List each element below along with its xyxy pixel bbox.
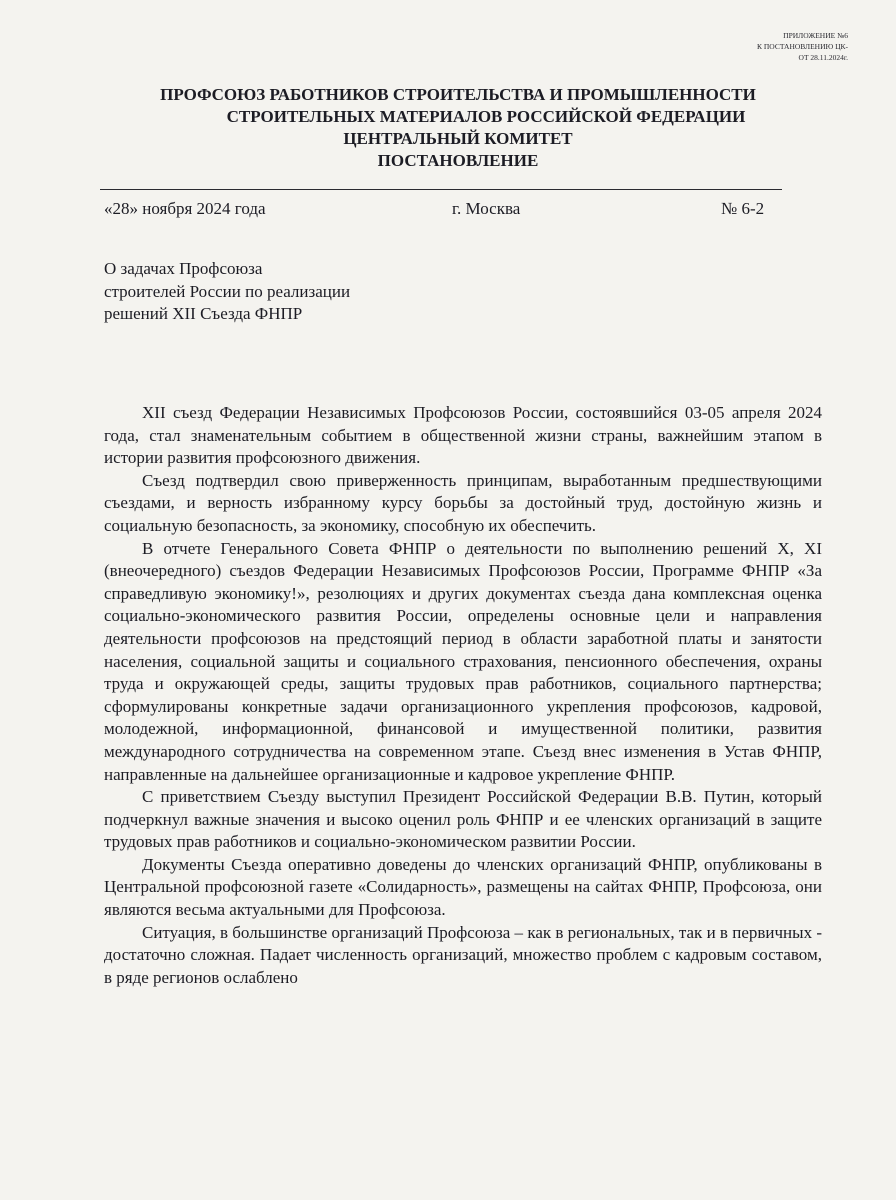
- annex-line: ОТ 28.11.2024г.: [798, 53, 848, 62]
- document-type: ПОСТАНОВЛЕНИЕ: [377, 151, 539, 170]
- organization-name-line1: ПРОФСОЮЗ РАБОТНИКОВ СТРОИТЕЛЬСТВА И ПРОМЫШЛЕННОСТИ: [160, 85, 756, 104]
- document-number: № 6-2: [721, 199, 765, 218]
- body-paragraph: С приветствием Съезду выступил Президент Российской Федерации В.В. Путин, который подчеркнул важные значения и высоко оценил роль ФНПР и ее членских организаций в защите трудовых прав работников и социально-экономическом развитии России.: [104, 787, 822, 852]
- document-date: «28» ноября 2024 года: [104, 199, 266, 218]
- annex-stamp: [757, 30, 848, 63]
- document-body: [104, 402, 822, 989]
- subject-line: О задачах Профсоюза: [104, 259, 263, 278]
- body-paragraph: В отчете Генерального Совета ФНПР о деятельности по выполнению решений X, XI (внеочередного) съездов Федерации Независимых Профсоюзов России, Программе ФНПР «За справедливую экономику!», резолюциях и других документах съезда дана комплексная оценка социально-экономического развития России, определены основные цели и направления деятельности профсоюзов на предстоящий период в области заработной платы и занятости населения, социальной защиты и социального страхования, пенсионного обеспечения, охраны труда и окружающей среды, защиты трудовых прав работников, социального партнерства; сформулированы конкретные задачи организационного укрепления профсоюзов, кадровой, молодежной, информационной, финансовой и имущественной политики, развития международного сотрудничества на современном этапе. Съезд внес изменения в Устав ФНПР, направленные на дальнейшее организационные и кадровое укрепление ФНПР.: [104, 538, 822, 784]
- annex-line: К ПОСТАНОВЛЕНИЮ ЦК-: [757, 42, 848, 51]
- annex-line: ПРИЛОЖЕНИЕ №6: [783, 31, 848, 40]
- subject-line: решений XII Съезда ФНПР: [104, 304, 303, 323]
- body-paragraph: XII съезд Федерации Независимых Профсоюзов России, состоявшийся 03-05 апреля 2024 года, стал знаменательным событием в общественной жизни страны, важнейшим этапом в истории развития профсоюзного движения.: [104, 403, 822, 468]
- document-header: [0, 84, 896, 172]
- body-paragraph: Ситуация, в большинстве организаций Профсоюза – как в региональных, так и в первичных - достаточно сложная. Падает численность организаций, множество проблем с кадровым составом, в ряде регионов ослаблено: [104, 922, 822, 987]
- body-paragraph: Съезд подтвердил свою приверженность принципам, выработанным предшествующими съездами, и верность избранному курсу борьбы за достойный труд, достойную жизнь и социальную безопасность, за экономику, способную их обеспечить.: [104, 470, 822, 535]
- subject-line: строителей России по реализации: [104, 281, 351, 301]
- body-paragraph: Документы Съезда оперативно доведены до членских организаций ФНПР, опубликованы в Центральной профсоюзной газете «Солидарность», размещены на сайтах ФНПР, Профсоюза, они являются весьма актуальными для Профсоюза.: [104, 854, 822, 920]
- document-subject: [104, 258, 350, 326]
- header-divider: [100, 189, 782, 190]
- committee-name: ЦЕНТРАЛЬНЫЙ КОМИТЕТ: [343, 129, 573, 148]
- document-city: г. Москва: [452, 199, 521, 218]
- organization-name-line2: СТРОИТЕЛЬНЫХ МАТЕРИАЛОВ РОССИЙСКОЙ ФЕДЕРАЦИИ: [226, 107, 746, 126]
